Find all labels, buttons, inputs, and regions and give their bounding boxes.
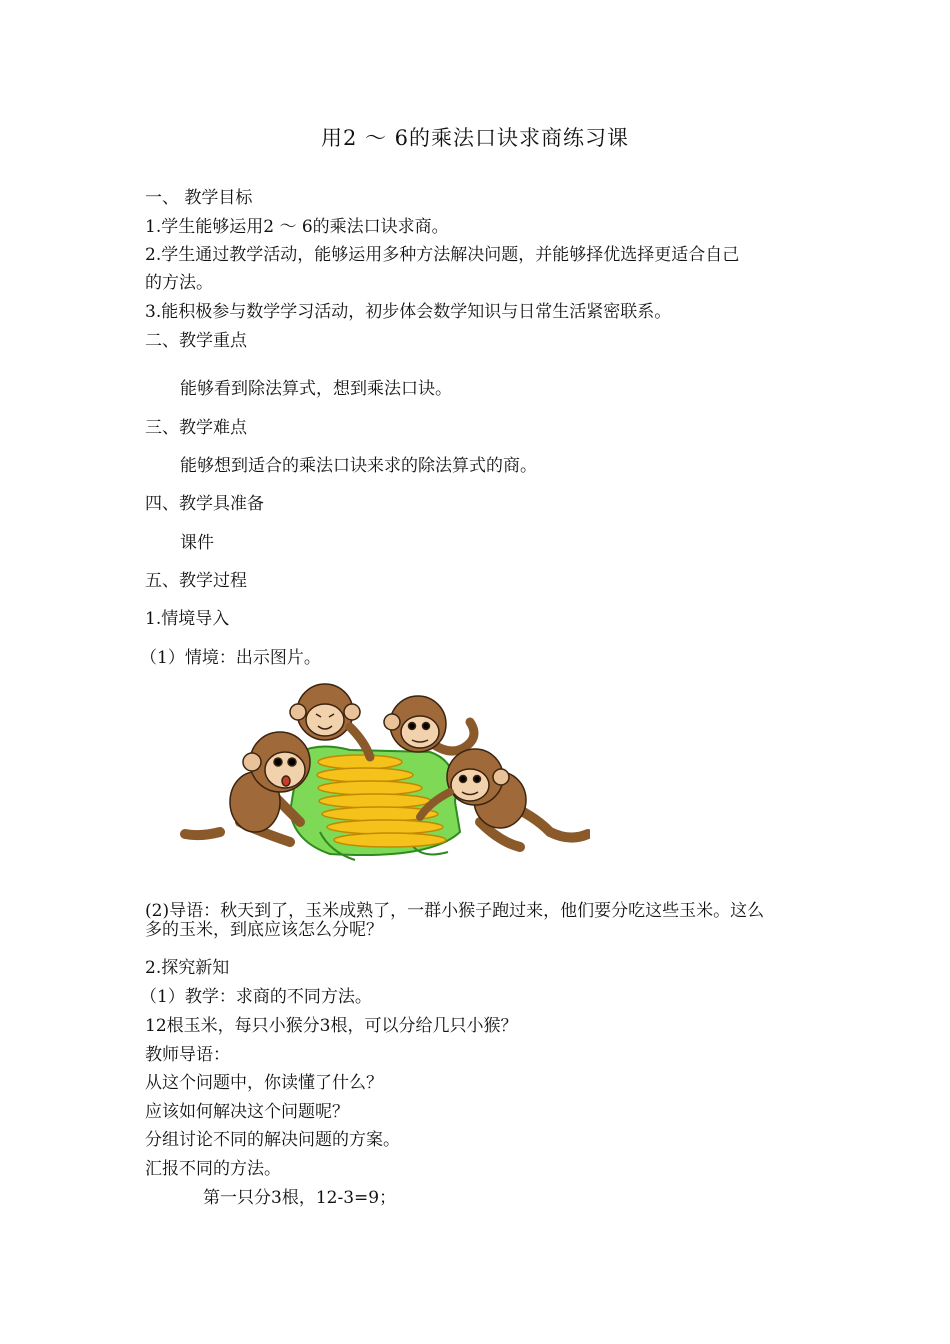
problem-text: 12根玉米，每只小猴分3根，可以分给几只小猴？ [145, 1016, 518, 1036]
section2-heading: 二、教学重点 [145, 331, 247, 351]
question-3: 分组讨论不同的解决问题的方案。 [145, 1130, 400, 1150]
section4-body: 课件 [180, 533, 214, 553]
teacher-guide-label: 教师导语： [145, 1045, 230, 1065]
objective-3: 3.能积极参与数学学习活动，初步体会数学知识与日常生活紧密联系。 [145, 302, 672, 322]
question-2: 应该如何解决这个问题呢？ [145, 1102, 349, 1122]
section1-heading: 一、 教学目标 [145, 188, 253, 208]
document-title: 用2 ～ 6的乘法口诀求商练习课 [320, 126, 630, 150]
intro-text-line1: (2)导语：秋天到了，玉米成熟了，一群小猴子跑过来，他们要分吃这些玉米。这么 [145, 901, 765, 921]
monkeys-corn-illustration [180, 682, 590, 862]
monkey-back-right [384, 696, 474, 752]
situation-item: （1）情境：出示图片。 [140, 648, 321, 668]
method-step-1: 第一只分3根，12-3=9； [203, 1188, 397, 1208]
objective-1: 1.学生能够运用2 ～ 6的乘法口诀求商。 [145, 217, 449, 237]
objective-2: 2.学生通过教学活动，能够运用多种方法解决问题，并能够择优选择更适合自己 [145, 245, 740, 265]
intro-text-line2: 多的玉米，到底应该怎么分呢？ [145, 920, 383, 940]
monkey-left [185, 732, 310, 842]
question-4: 汇报不同的方法。 [145, 1159, 281, 1179]
objective-2-cont: 的方法。 [145, 273, 213, 293]
question-1: 从这个问题中，你读懂了什么？ [145, 1073, 383, 1093]
section4-heading: 四、教学具准备 [145, 494, 264, 514]
subsection-2-heading: 2.探究新知 [145, 958, 230, 978]
teaching-item: （1）教学：求商的不同方法。 [140, 987, 372, 1007]
section3-heading: 三、教学难点 [145, 418, 247, 438]
section3-body: 能够想到适合的乘法口诀来求的除法算式的商。 [180, 456, 537, 476]
subsection-1-heading: 1.情境导入 [145, 609, 230, 629]
section5-heading: 五、教学过程 [145, 571, 247, 591]
section2-body: 能够看到除法算式，想到乘法口诀。 [180, 379, 452, 399]
